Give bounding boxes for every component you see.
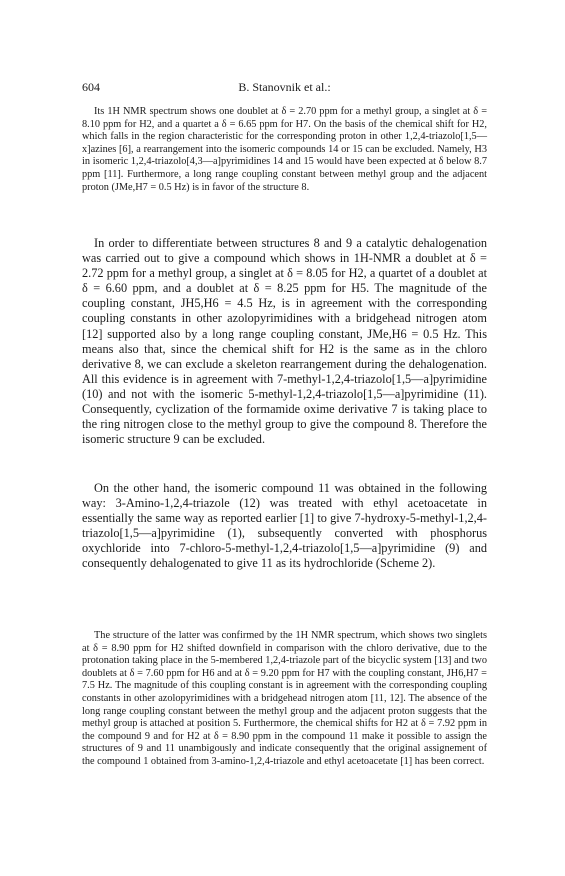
- body-paragraph-1: Its 1H NMR spectrum shows one doublet at δ = 2.70 ppm for a methyl group, a singlet at δ = 8.10 ppm for H2, and a quartet a δ = 6.65 ppm for H7. On the basis of the chemical shift for H2, which falls in the region characteristic for the corresponding proton in other 1,2,4-triazolo[1,5—x]azines [6], a rearrangement into the isomeric compounds 14 or 15 can be excluded. Namely, H3 in isomeric 1,2,4-triazolo[4,3—a]pyrimidines 14 and 15 would have been expected at δ below 8.7 ppm [11]. Furthermore, a long range coupling constant between methyl group and the adjacent proton (JMe,H7 = 0.5 Hz) is in favor of the structure 8.: [82, 106, 487, 193]
- page-header: [82, 80, 487, 96]
- body-paragraph-4: The structure of the latter was confirmed by the 1H NMR spectrum, which shows two singlets at δ = 8.90 ppm for H2 shifted downfield in comparison with the chloro derivative, due to the protonation taking place in the 5-membered 1,2,4-triazole part of the bicyclic system [13] and two doublets at δ = 7.60 ppm for H6 and at δ = 9.20 ppm for H7 with the coupling constant, JH6,H7 = 7.5 Hz. The magnitude of this coupling constant is in agreement with the corresponding coupling constants in other azolopyrimidines with a bridgehead nitrogen atom [11, 12]. The absence of the long range coupling constant between the methyl group and the adjacent proton suggests that the methyl group is attached at position 5. Furthermore, the chemical shifts for H2 at δ = 7.92 ppm in the compound 9 and for H2 at δ = 8.90 ppm in the compound 11 make it possible to assign the structures of 9 and 11 unambigously and indicate consequently that the original assignement of the compound 1 obtained from 3-amino-1,2,4-triazole and ethyl acetoacetate [1] has been correct.: [82, 630, 487, 767]
- body-paragraph-2: In order to differentiate between structures 8 and 9 a catalytic dehalogenation was carried out to give a compound which shows in 1H-NMR a doublet at δ = 2.72 ppm for a methyl group, a singlet at δ = 8.05 for H2, a quartet of a doublet at δ = 6.60 ppm, and a doublet at δ = 8.25 ppm for H5. The magnitude of the coupling constant, JH5,H6 = 4.5 Hz, is in agreement with the corresponding coupling constants in other azolopyrimidines with a bridgehead nitrogen atom [12] supported also by a long range coupling constant, JMe,H6 = 0.5 Hz. This means also that, since the chemical shift for H2 is the same as in the chloro derivative 8, we can exclude a skeleton rearrangement during the dehalogenation. All this evidence is in agreement with 7-methyl-1,2,4-triazolo[1,5—a]pyrimidine (10) and not with the isomeric 5-methyl-1,2,4-triazolo[1,5—a]pyrimidine (11). Consequently, cyclization of the formamide oxime derivative 7 is taking place to the ring nitrogen close to the methyl group to give the compound 8. Therefore the isomeric structure 9 can be excluded.: [82, 236, 487, 447]
- running-head: B. Stanovnik et al.:: [238, 80, 331, 94]
- body-paragraph-3: On the other hand, the isomeric compound 11 was obtained in the following way: 3-Amino-1,2,4-triazole (12) was treated with ethyl acetoacetate in essentially the same way as reported earlier [1] to give 7-hydroxy-5-methyl-1,2,4-triazolo[1,5—a]pyrimidine (1), subsequently converted with phosphorus oxychloride into 7-chloro-5-methyl-1,2,4-triazolo[1,5—a]pyrimidine (9) and consequently dehalogenated to give 11 as its hydrochloride (Scheme 2).: [82, 481, 487, 571]
- page-number: 604: [82, 80, 100, 94]
